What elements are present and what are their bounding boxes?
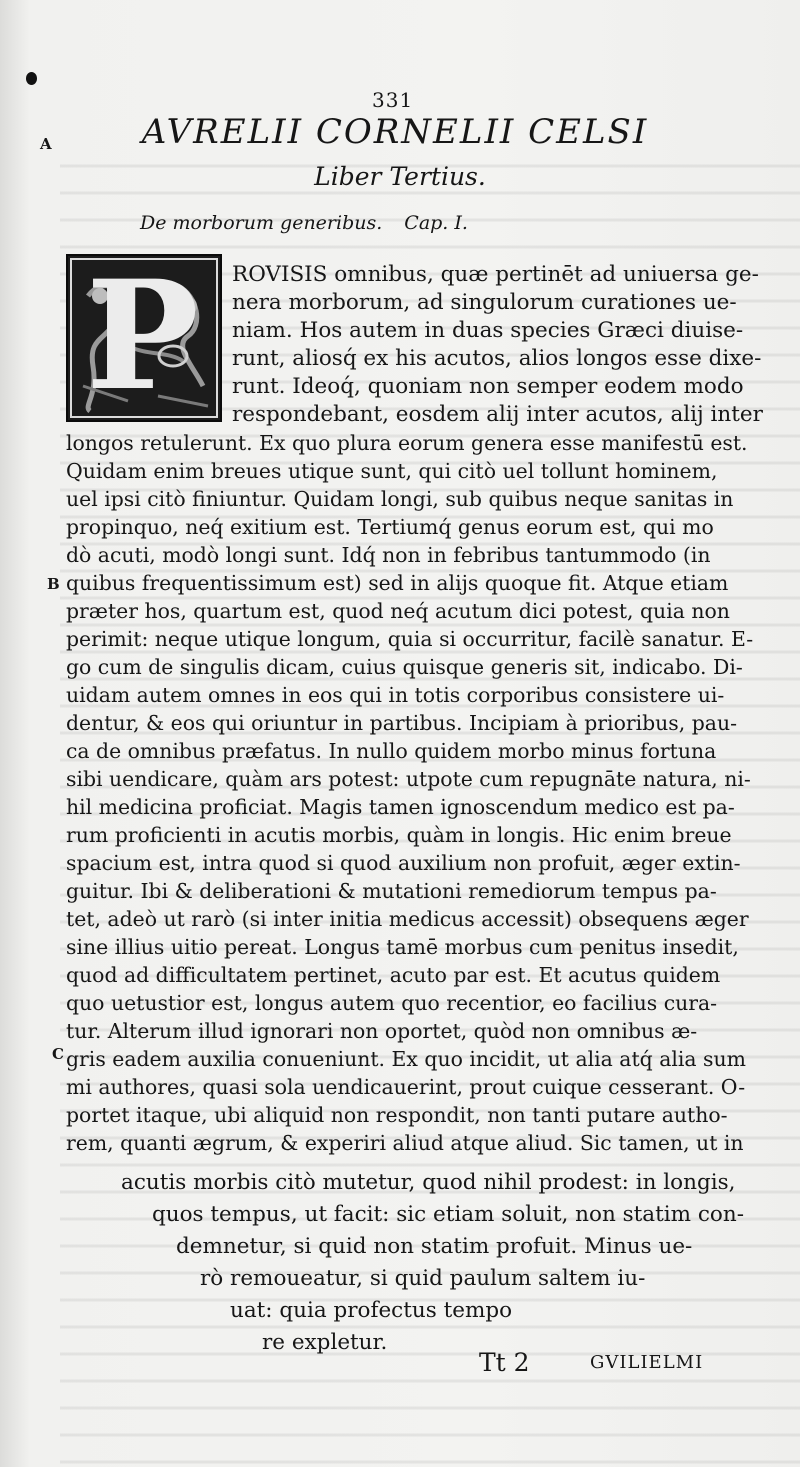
page-number: 331	[372, 88, 414, 112]
text-line: dentur, & eos qui oriuntur in partibus. Incipiam à prioribus, pau-	[66, 711, 737, 735]
text-line: sibi uendicare, quàm ars potest: utpote cum repugnāte natura, ni-	[66, 767, 751, 791]
book-subtitle: Liber Tertius.	[314, 162, 486, 191]
text-line: uidam autem omnes in eos qui in totis corporibus consistere ui-	[66, 683, 725, 707]
text-line: rum proficienti in acutis morbis, quàm in longis. Hic enim breue	[66, 823, 732, 847]
text-line: quibus frequentissimum est) sed in alijs quoque fit. Atque etiam	[66, 571, 729, 595]
text-line: runt. Ideoq́, quoniam non semper eodem modo	[232, 374, 744, 399]
margin-letter-c: C	[52, 1045, 64, 1063]
text-line: ROVISIS omnibus, quæ pertinēt ad uniuersa ge-	[232, 262, 759, 287]
text-line: portet itaque, ubi aliquid non respondit, non tanti putare autho-	[66, 1103, 728, 1127]
text-line: ca de omnibus præfatus. In nullo quidem morbo minus fortuna	[66, 739, 717, 763]
text-line: Quidam enim breues utique sunt, qui citò uel tollunt hominem,	[66, 459, 718, 483]
text-line: uel ipsi citò finiuntur. Quidam longi, sub quibus neque sanitas in	[66, 487, 734, 511]
text-line: spacium est, intra quod si quod auxilium non profuit, æger extin-	[66, 851, 741, 875]
chapter-number: Cap. I.	[404, 212, 468, 234]
text-line: re expletur.	[262, 1330, 388, 1355]
chapter-heading	[140, 212, 640, 234]
text-line: quos tempus, ut facit: sic etiam soluit, non statim con-	[152, 1202, 744, 1227]
initial-letter: P	[86, 248, 199, 424]
chapter-title: De morborum generibus.	[140, 212, 383, 234]
text-line: quo uetustior est, longus autem quo recentior, eo facilius cura-	[66, 991, 718, 1015]
text-line: respondebant, eosdem alij inter acutos, alij inter	[232, 402, 763, 427]
text-line: demnetur, si quid non statim profuit. Minus ue-	[176, 1234, 693, 1259]
text-line: gris eadem auxilia conueniunt. Ex quo incidit, ut alia atq́ alia sum	[66, 1047, 746, 1071]
catchword: GVILIELMI	[590, 1352, 704, 1373]
text-line: mi authores, quasi sola uendicauerint, prout cuique cesserant. O-	[66, 1075, 746, 1099]
text-line: rò remoueatur, si quid paulum saltem iu-	[200, 1266, 646, 1291]
book-title: AVRELII CORNELII CELSI	[141, 112, 649, 152]
text-line: sine illius uitio pereat. Longus tamē morbus cum penitus insedit,	[66, 935, 739, 959]
decorated-initial	[66, 248, 222, 424]
margin-letter-a: A	[40, 135, 52, 153]
text-line: acutis morbis citò mutetur, quod nihil prodest: in longis,	[121, 1170, 736, 1195]
text-line: rem, quanti ægrum, & experiri aliud atque aliud. Sic tamen, ut in	[66, 1131, 744, 1155]
text-line: guitur. Ibi & deliberationi & mutationi remediorum tempus pa-	[66, 879, 717, 903]
text-line: perimit: neque utique longum, quia si occurritur, facilè sanatur. E-	[66, 627, 754, 651]
text-line: uat: quia profectus tempo	[230, 1298, 513, 1323]
ink-spot	[26, 72, 37, 85]
text-line: niam. Hos autem in duas species Græci diuise-	[232, 318, 744, 343]
text-line: quod ad difficultatem pertinet, acuto par est. Et acutus quidem	[66, 963, 721, 987]
text-line: præter hos, quartum est, quod neq́ acutum dici potest, quia non	[66, 599, 730, 623]
text-line: hil medicina proficiat. Magis tamen ignoscendum medico est pa-	[66, 795, 735, 819]
text-line: longos retulerunt. Ex quo plura eorum genera esse manifestū est.	[66, 431, 748, 455]
text-line: dò acuti, modò longi sunt. Idq́ non in febribus tantummodo (in	[66, 543, 711, 567]
text-line: tet, adeò ut rarò (si inter initia medicus accessit) obsequens æger	[66, 907, 749, 931]
margin-letter-b: B	[47, 575, 60, 593]
text-line: runt, aliosq́ ex his acutos, alios longos esse dixe-	[232, 346, 762, 371]
text-line: nera morborum, ad singulorum curationes ue-	[232, 290, 737, 315]
text-line: tur. Alterum illud ignorari non oportet, quòd non omnibus æ-	[66, 1019, 698, 1043]
text-line: go cum de singulis dicam, cuius quisque generis sit, indicabo. Di-	[66, 655, 743, 679]
text-line: propinquo, neq́ exitium est. Tertiumq́ genus eorum est, qui mo	[66, 515, 714, 539]
signature-mark: Tt 2	[479, 1348, 530, 1377]
